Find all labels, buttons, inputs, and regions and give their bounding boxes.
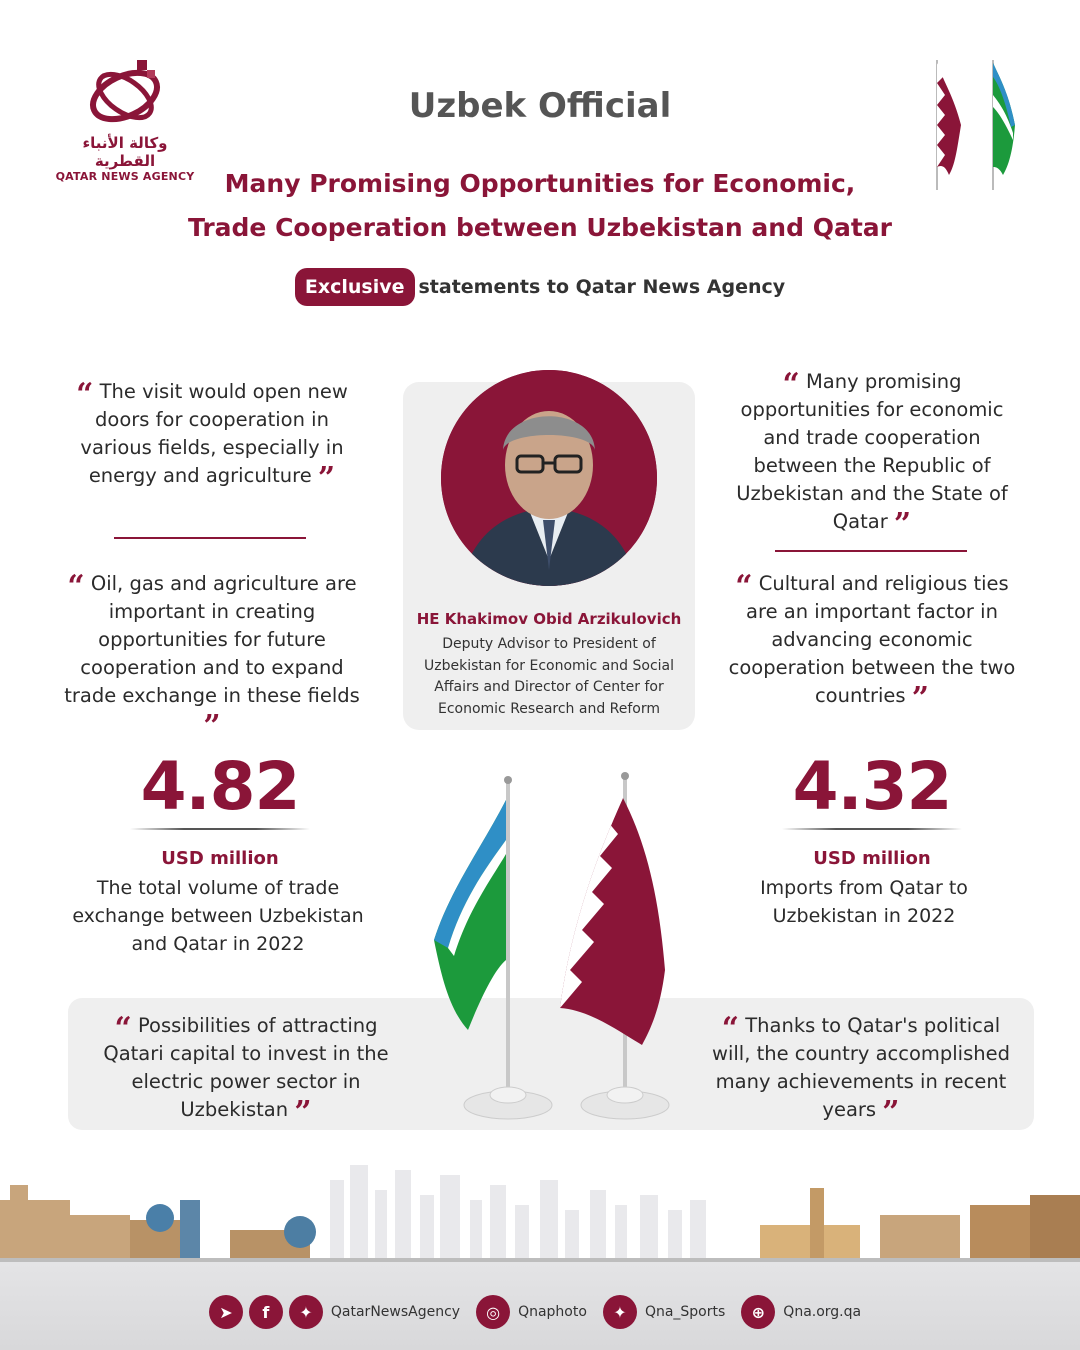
handle-qna-sports[interactable]: Qna_Sports	[644, 1304, 726, 1320]
instagram-icon[interactable]: ◎	[476, 1295, 510, 1329]
qna-emblem-icon	[75, 52, 175, 132]
stat-left-unit: USD million	[161, 848, 279, 869]
stat-right-unit: USD million	[813, 848, 931, 869]
facebook-icon[interactable]: f	[249, 1295, 283, 1329]
skyline-illustration-icon	[0, 1160, 1080, 1265]
divider-right	[775, 550, 967, 552]
quote-right-1-text: Many promising opportunities for economic and trade cooperation between the Republic of Uzbekistan and the State of Qatar	[736, 370, 1008, 533]
quote-bottom-left: “ Possibilities of attracting Qatari capital to invest in the electric power sector in Uzbekistan ”	[103, 1011, 389, 1130]
quote-bottom-right-text: Thanks to Qatar's political will, the country accomplished many achievements in recent years	[712, 1014, 1010, 1121]
exclusive-badge: Exclusive	[295, 268, 415, 306]
telegram-icon[interactable]: ➤	[209, 1295, 243, 1329]
quote-bottom-right: “ Thanks to Qatar's political will, the country accomplished many achievements in recent years ”	[712, 1011, 1010, 1130]
title-line-2: Trade Cooperation between Uzbekistan and Qatar	[188, 213, 892, 242]
logo-arabic-text: وكالة الأنباء القطرية	[82, 134, 168, 170]
handle-qatarnewsagency[interactable]: QatarNewsAgency	[330, 1304, 461, 1320]
stat-right-rule	[782, 828, 962, 830]
quote-right-2: “ Cultural and religious ties are an important factor in advancing economic cooperation between the two countries ”	[728, 569, 1016, 716]
social-row	[0, 1295, 1080, 1329]
handle-website[interactable]: Qna.org.qa	[783, 1304, 862, 1320]
divider-left	[114, 537, 306, 539]
quote-left-2-text: Oil, gas and agriculture are important in creating opportunities for future cooperation and to expand trade exchange in these fields	[64, 572, 360, 707]
quote-right-1: “ Many promising opportunities for economic and trade cooperation between the Republic of Uzbekistan and the State of Qatar ”	[736, 367, 1008, 542]
twitter-sports-icon[interactable]: ✦	[603, 1295, 637, 1329]
stat-left-rule	[130, 828, 310, 830]
official-portrait	[441, 370, 657, 586]
quote-bottom-left-text: Possibilities of attracting Qatari capital to invest in the electric power sector in Uzbekistan	[103, 1014, 389, 1121]
stat-right-desc: Imports from Qatar to Uzbekistan in 2022	[760, 877, 968, 927]
quote-left-1: “ The visit would open new doors for cooperation in various fields, especially in energy and agriculture ”	[76, 377, 348, 496]
flags-center-icon	[420, 770, 680, 1130]
handle-qnaphoto[interactable]: Qnaphoto	[518, 1304, 587, 1320]
official-name: HE Khakimov Obid Arzikulovich	[416, 610, 682, 628]
web-icon[interactable]: ⊕	[741, 1295, 775, 1329]
flags-top-icon	[905, 55, 1025, 195]
page-title	[140, 162, 940, 250]
stat-left-desc: The total volume of trade exchange between Uzbekistan and Qatar in 2022	[72, 877, 364, 955]
quote-left-1-text: The visit would open new doors for cooperation in various fields, especially in energy and agriculture	[80, 380, 348, 487]
exclusive-row	[240, 268, 840, 306]
title-line-1: Many Promising Opportunities for Economic,	[224, 169, 856, 198]
official-role: Deputy Advisor to President of Uzbekistan for Economic and Social Affairs and Director of Center for Economic Research and Reform	[424, 636, 674, 717]
supertitle: Uzbek Official	[408, 86, 672, 126]
logo-english-text: QATAR NEWS AGENCY	[55, 170, 195, 183]
quote-left-2: “ Oil, gas and agriculture are important in creating opportunities for future cooperation and to expand trade exchange in these fields ”	[64, 569, 360, 744]
twitter-icon[interactable]: ✦	[289, 1295, 323, 1329]
stat-left-value: 4.82	[140, 748, 300, 825]
quote-right-2-text: Cultural and religious ties are an important factor in advancing economic cooperation between the two countries	[728, 572, 1016, 707]
stat-right-value: 4.32	[792, 748, 952, 825]
exclusive-text: statements to Qatar News Agency	[418, 276, 786, 298]
portrait-icon	[441, 370, 657, 586]
